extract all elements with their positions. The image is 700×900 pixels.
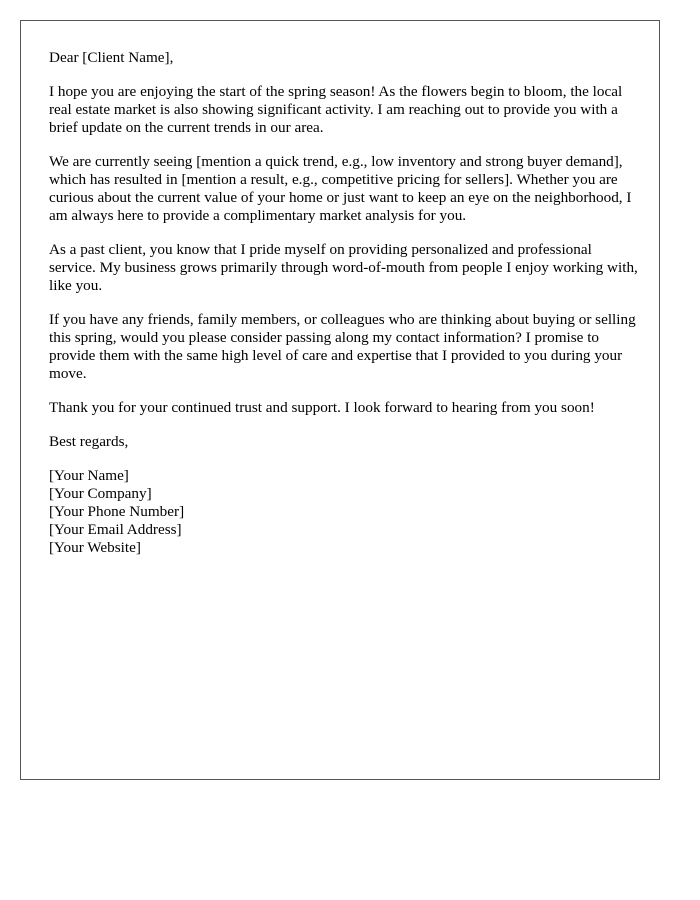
signature-phone: [Your Phone Number] <box>49 503 185 520</box>
paragraph-market-trends: We are currently seeing [mention a quick trend, e.g., low inventory and strong buyer demand], which has resulted in [mention a result, e.g., competitive pricing for sellers]. Whether you are curious about the current value of your home or just want to keep an eye on the neighborhood, I am always here to provide a complimentary market analysis for you. <box>49 153 632 224</box>
paragraph-intro: I hope you are enjoying the start of the spring season! As the flowers begin to bloom, the local real estate market is also showing significant activity. I am reaching out to provide you with a brief update on the current trends in our area. <box>49 83 623 136</box>
letter-frame <box>20 20 660 780</box>
paragraph-past-client: As a past client, you know that I pride myself on providing personalized and professional service. My business grows primarily through word-of-mouth from people I enjoy working with, like you. <box>49 241 638 294</box>
closing: Best regards, <box>49 433 129 450</box>
greeting: Dear [Client Name], <box>49 49 174 66</box>
signature-email: [Your Email Address] <box>49 521 182 538</box>
signature-name: [Your Name] <box>49 467 129 484</box>
signature-block <box>49 467 639 557</box>
letter-body <box>49 49 639 557</box>
signature-website: [Your Website] <box>49 539 141 556</box>
signature-company: [Your Company] <box>49 485 152 502</box>
paragraph-thanks: Thank you for your continued trust and support. I look forward to hearing from you soon! <box>49 399 595 416</box>
paragraph-referral-request: If you have any friends, family members, or colleagues who are thinking about buying or selling this spring, would you please consider passing along my contact information? I promise to provide them with the same high level of care and expertise that I provided to you during your move. <box>49 311 636 382</box>
